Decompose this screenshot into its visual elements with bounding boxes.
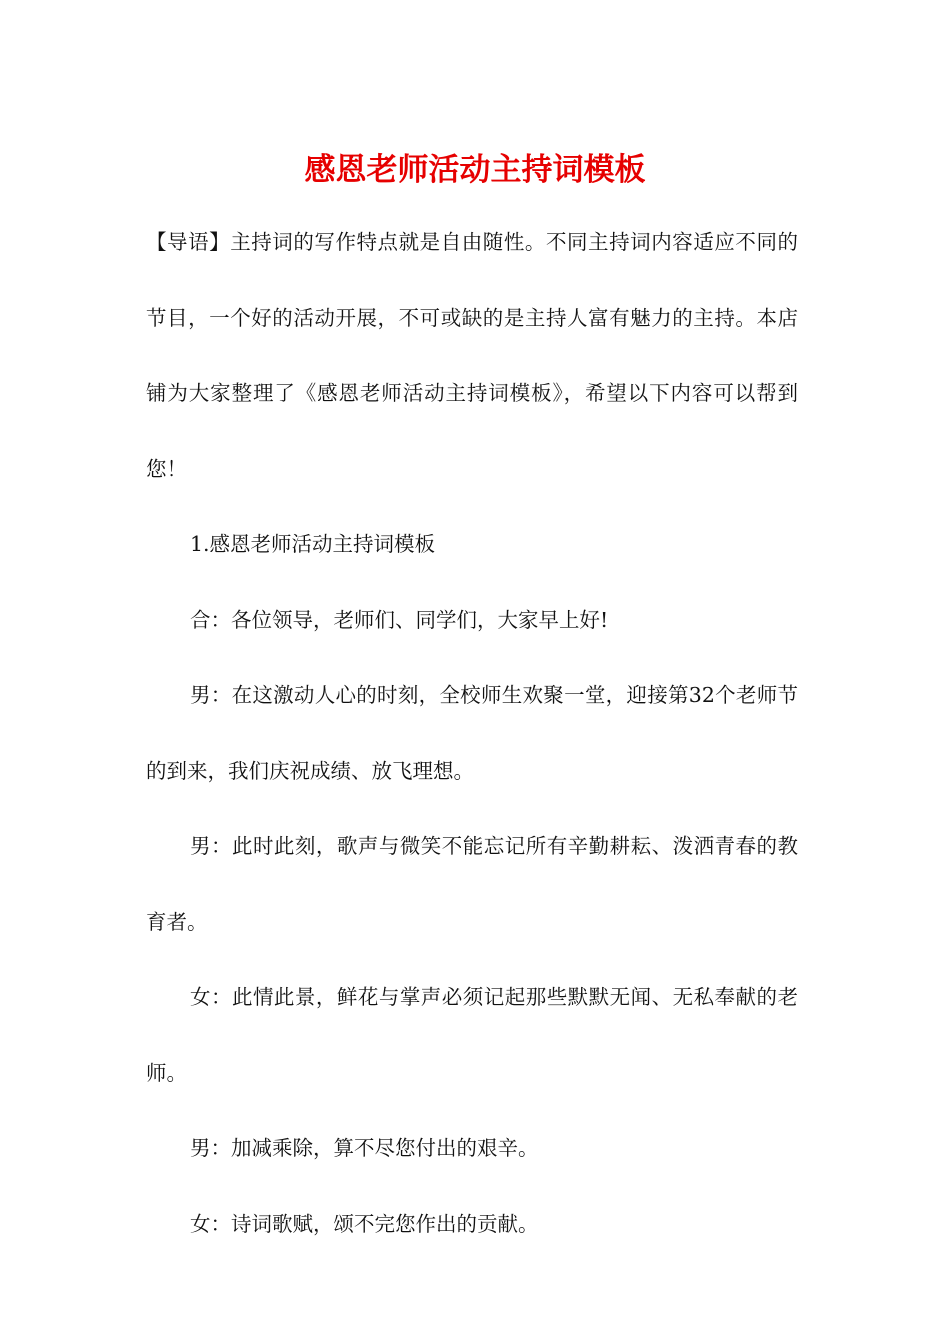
document-body [146,205,798,1262]
section-heading: 1.感恩老师活动主持词模板 [190,532,436,556]
document-title: 感恩老师活动主持词模板 [304,152,646,188]
script-line: 男：在这激动人心的时刻，全校师生欢聚一堂，迎接第32个老师节的到来，我们庆祝成绩、放飞理想。 [146,683,798,783]
script-line: 男：加减乘除，算不尽您付出的艰辛。 [190,1136,539,1160]
script-line: 女：诗词歌赋，颂不完您作出的贡献。 [190,1211,539,1236]
script-line: 女：此情此景，鲜花与掌声必须记起那些默默无闻、无私奉献的老师。 [146,985,798,1085]
intro-paragraph: 【导语】主持词的写作特点就是自由随性。不同主持词内容适应不同的节目，一个好的活动开展，不可或缺的是主持人富有魅力的主持。本店铺为大家整理了《感恩老师活动主持词模板》，希望以下内容可以帮到您！ [146,230,798,481]
script-line: 合：各位领导，老师们、同学们，大家早上好! [190,607,609,632]
script-line: 男：此时此刻，歌声与微笑不能忘记所有辛勤耕耘、泼洒青春的教育者。 [146,834,798,934]
